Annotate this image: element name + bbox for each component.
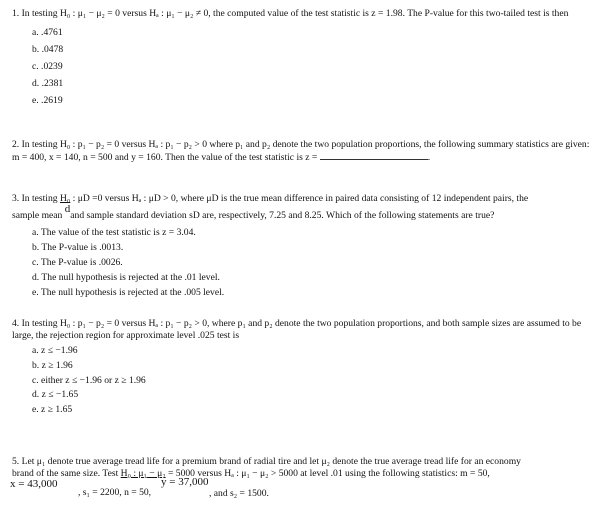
question-4-options [32,344,598,418]
s1-n-values: , s₁ = 2200, n = 50, [78,487,152,498]
answer-blank[interactable] [320,151,428,160]
q3-option-e[interactable]: e. The null hypothesis is rejected at the .005 level. [32,287,225,298]
question-3-options [32,225,598,300]
q4-option-b[interactable]: b. z ≥ 1.96 [32,359,73,371]
sample-mean-label: sample mean [12,210,63,221]
y-bar-value: y = 37,000 [161,476,209,488]
question-5-line-1: 5. Let μ₁ denote true average tread life for a premium brand of radial tire and let μ₂ denote the true average tread life for an economy [12,456,521,467]
d-bar-symbol: $\overline{d}$ [64,203,71,215]
question-5-text-a: brand of the same size. Test [12,468,121,479]
q1-option-b[interactable]: b. .0478 [32,44,64,55]
question-4-stem: 4. In testing H₀ : p₁ − p₂ = 0 versus Hₐ : p₁ − p₂ > 0, where p₁ and p₂ denote the two population proportions, and both sample sizes are assumed to be large, the rejection region for approximate level .025 test is [12,318,582,341]
question-3 [12,193,598,300]
question-5-line-3 [10,476,598,502]
question-5 [12,456,598,502]
q3-option-b[interactable]: b. The P-value is .0013. [32,242,124,253]
question-3-line-1 [12,193,598,209]
q4-option-e[interactable]: e. z ≥ 1.65 [32,404,73,416]
s2-value: , and s₂ = 1500. [209,488,269,499]
q1-option-e[interactable]: e. .2619 [32,95,63,106]
question-3-stem-end: and sample standard deviation sD are, respectively, 7.25 and 8.25. Which of the following statements are true? [70,210,495,221]
q1-option-a[interactable]: a. .4761 [32,27,63,38]
question-1-stem: 1. In testing H₀ : μ₁ − μ₂ = 0 versus Hₐ : μ₁ − μ₂ ≠ 0, the computed value of the test statistic is z = 1.98. The P-value for this two-tailed test is then [12,8,569,19]
question-5-text-b: = 5000 versus Hₐ : μ₁ − μ₂ > 5000 at level .01 using the following statistics: m = 50, [165,468,490,479]
question-3-stem-text: : μD =0 versus Hₐ : μD > 0, where μD is the true mean difference in paired data consisting of 12 independent pairs, the [70,193,529,204]
question-2-text: 2. In testing H₀ : p₁ − p₂ = 0 versus Hₐ : p₁ − p₂ > 0 where p₁ and p₂ denote the two population proportions, the following summary statistics are given: m = 400, x = 140, n = 500 and y = 160. Then the value of the test statistic is z = [12,139,590,163]
question-3-line-2 [12,203,598,222]
x-bar-value: x = 43,000 [10,478,58,490]
q3-option-d[interactable]: d. The null hypothesis is rejected at the .01 level. [32,272,220,283]
q4-option-d[interactable]: d. z ≤ −1.65 [32,389,79,401]
null-hypothesis-expression: H₀ : μ₁ − μ₂ [120,468,166,479]
q1-option-c[interactable]: c. .0239 [32,61,63,72]
q1-option-d[interactable]: d. .2381 [32,78,64,89]
question-2-stem [12,139,598,164]
q4-option-a[interactable]: a. z ≤ −1.96 [32,345,78,356]
question-2 [12,139,598,164]
question-4 [12,318,598,418]
q4-option-c[interactable]: c. either z ≤ −1.96 or z ≥ 1.96 [32,374,146,386]
question-1-options [32,24,598,109]
null-hypothesis-label: H₀ [59,193,71,204]
q3-option-c[interactable]: c. The P-value is .0026. [32,257,123,268]
question-5-line-2 [12,468,598,480]
question-3-number: 3. In testing [12,193,60,204]
question-2-end: . [427,152,431,163]
q3-option-a[interactable]: a. The value of the test statistic is z = 3.04. [32,227,196,238]
question-1 [12,8,598,109]
